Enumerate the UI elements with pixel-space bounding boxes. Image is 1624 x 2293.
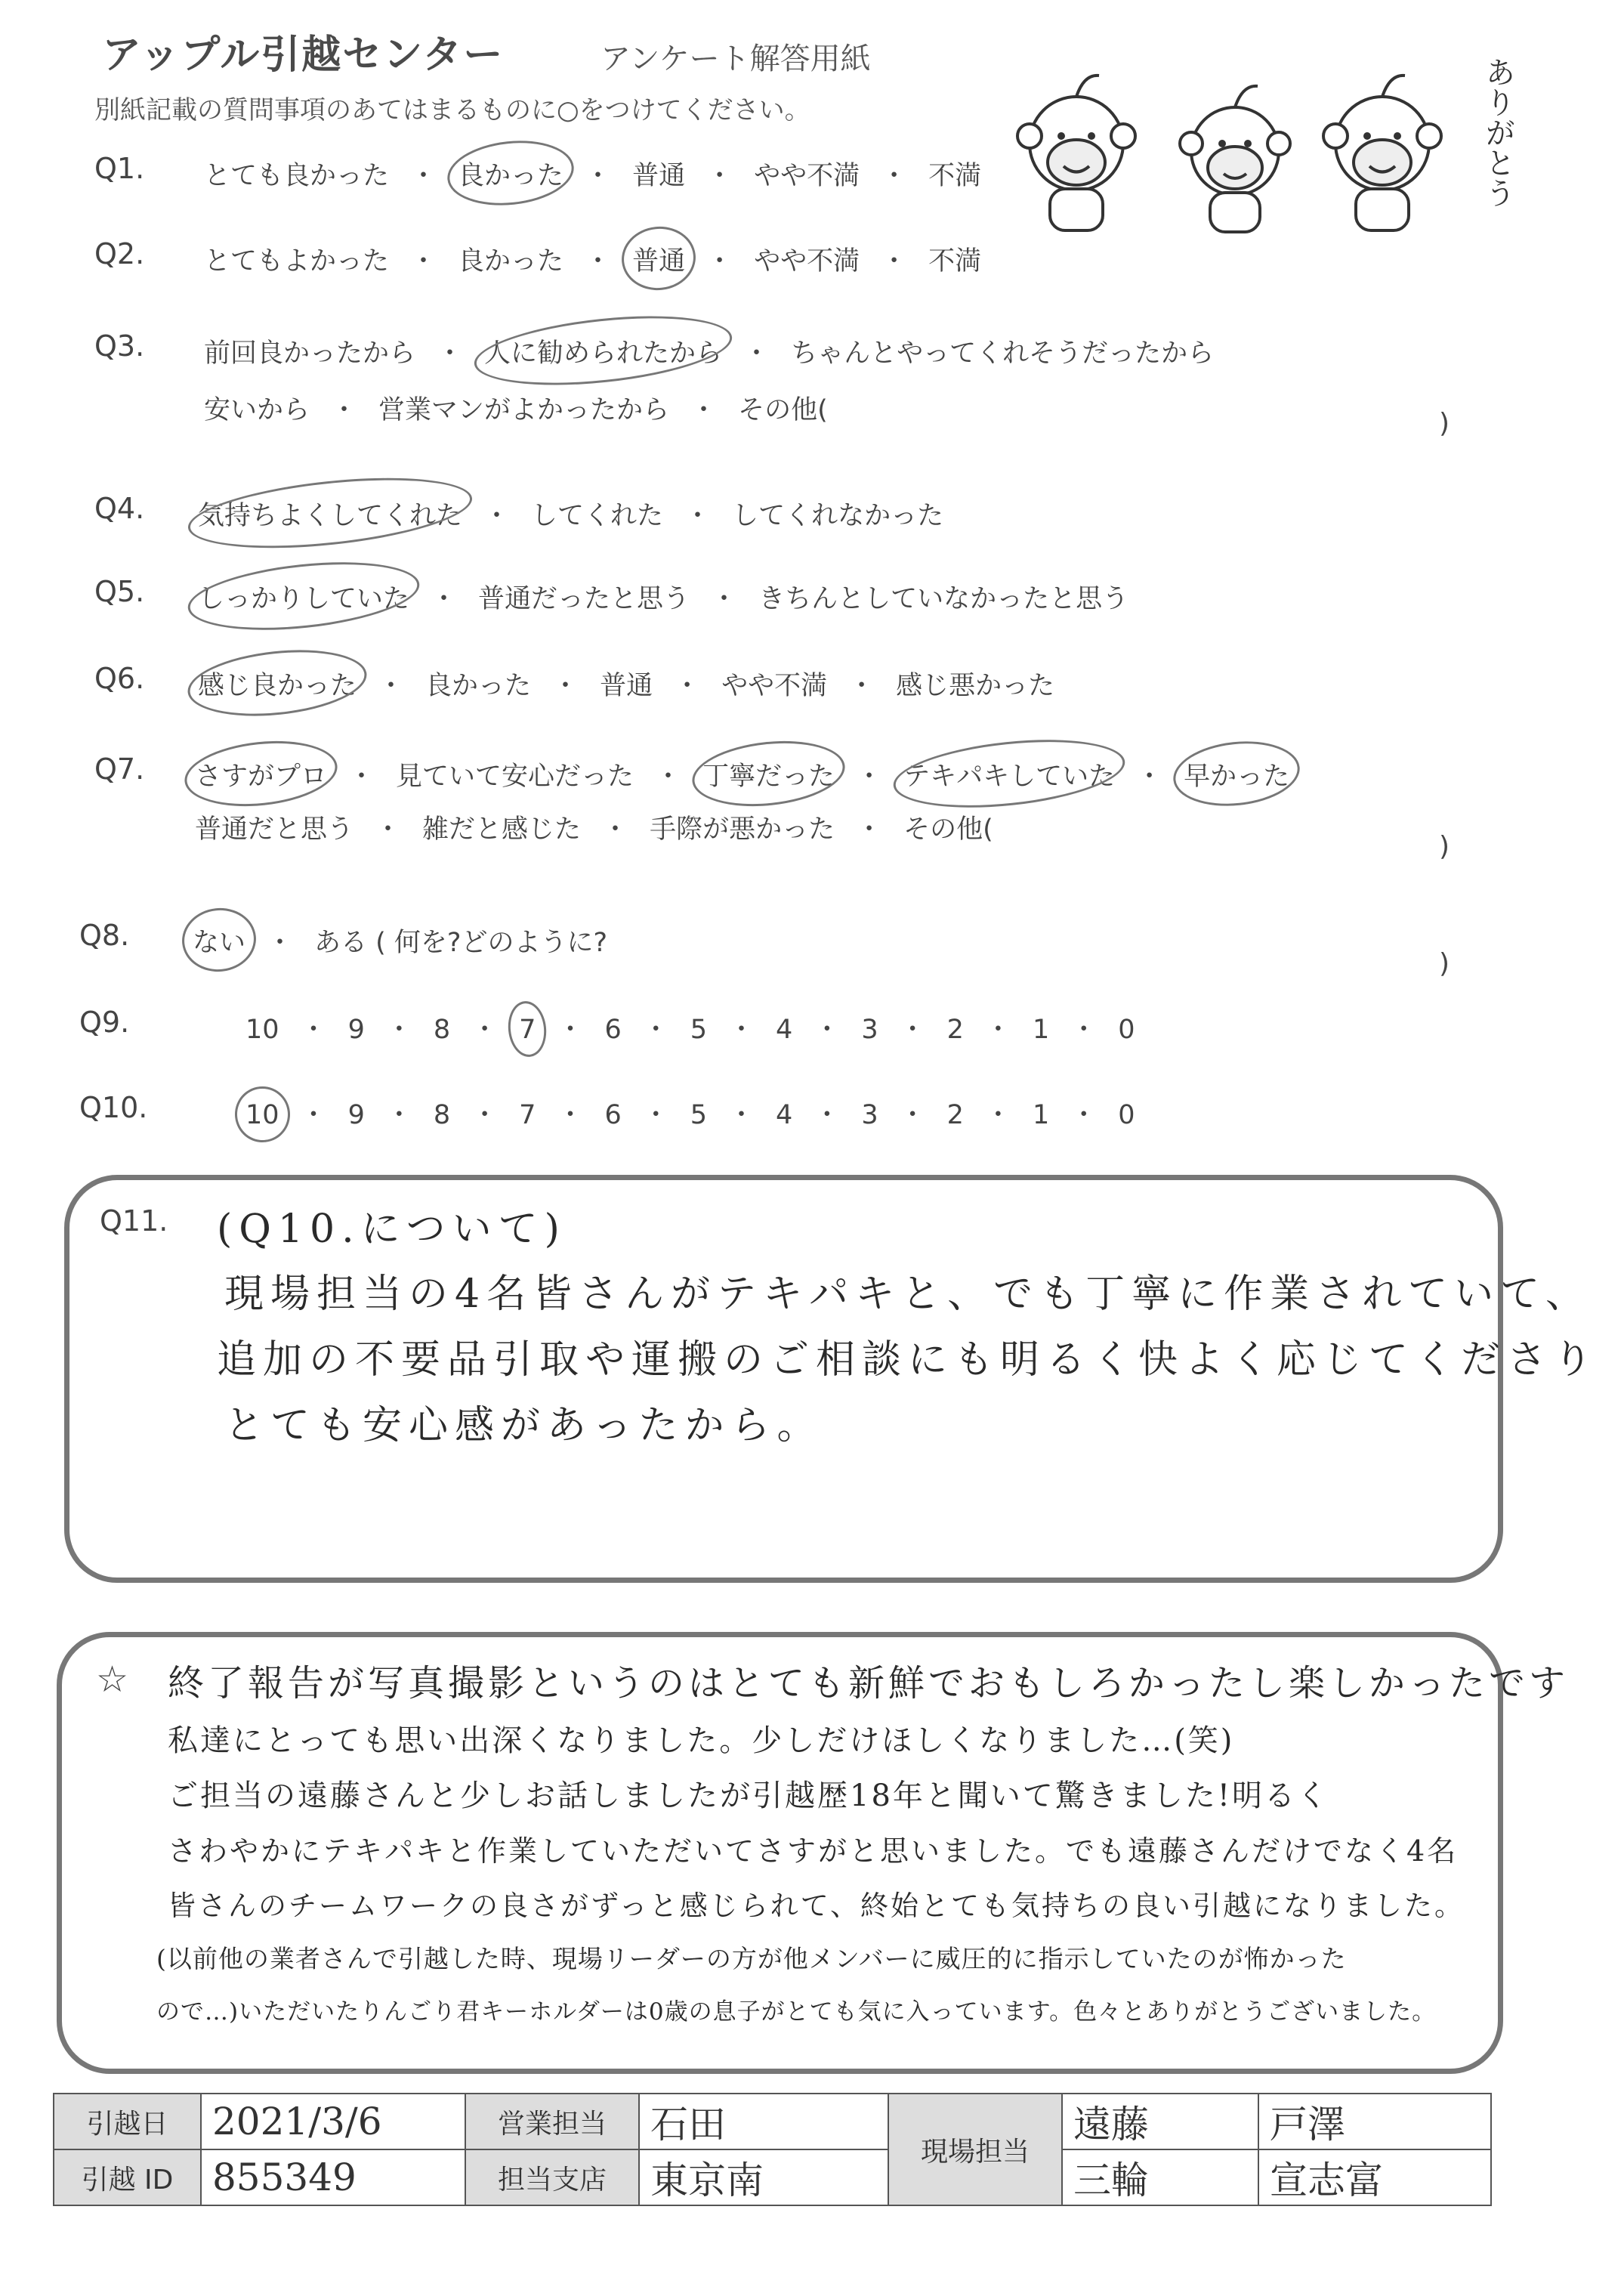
option[interactable]: 4 [776,1100,793,1130]
option-separator: ・ [674,671,701,701]
option[interactable]: 安いから [204,395,310,425]
option-separator: ・ [385,1015,412,1045]
option-separator: ・ [856,762,883,792]
branch-label: 担当支店 [465,2149,639,2205]
question-label-10: Q10. [79,1091,148,1124]
question-7-options [195,808,993,846]
sales-value: 石田 [639,2094,888,2149]
question-label-7: Q7. [94,752,145,786]
star-icon: ☆ [96,1658,129,1701]
move-date-value: 2021/3/6 [201,2094,465,2149]
option[interactable]: 3 [861,1015,878,1045]
question-label-8: Q8. [79,919,130,952]
comment-line-5: 皆さんのチームワークの良さがずっと感じられて、終始とても気持ちの良い引越になりました。 [168,1890,1465,1922]
question-label-9: Q9. [79,1006,130,1039]
option-separator: ・ [585,161,612,191]
question-label-5: Q5. [94,575,145,608]
question-8-options [193,922,607,960]
option[interactable]: 9 [347,1015,365,1045]
option-separator: ・ [984,1100,1011,1130]
option[interactable]: 1 [1032,1100,1050,1130]
option-separator: ・ [728,1100,755,1130]
option-separator: ・ [585,246,612,277]
move-date-label: 引越日 [54,2094,201,2149]
company-title: アップル引越センター [102,32,505,78]
option-separator: ・ [348,762,375,792]
selected-option[interactable]: 普通 [632,240,685,278]
option-separator: ・ [642,1015,669,1045]
q11-label: Q11. [100,1204,168,1238]
option-separator: ・ [602,814,629,845]
comment-line-3: ご担当の遠藤さんと少しお話しましたが引越歴18年と聞いて驚きました!明るく [168,1778,1329,1813]
option[interactable]: 2 [946,1015,964,1045]
option-separator: ・ [706,246,733,277]
option[interactable]: きちんとしていなかったと思う [758,584,1129,614]
selected-option[interactable]: ない [193,922,245,960]
selected-option[interactable]: テキパキしていた [903,756,1115,793]
option[interactable]: 営業マンがよかったから [378,395,670,425]
option[interactable]: やや不満 [721,671,828,701]
option[interactable]: 3 [861,1100,878,1130]
option[interactable]: 0 [1118,1015,1135,1045]
option[interactable]: 感じ悪かった [896,671,1055,701]
site-staff-4: 宣志富 [1258,2149,1491,2205]
option-separator: ・ [483,501,511,531]
closing-paren: ) [1439,408,1450,439]
option[interactable]: 手際が悪かった [650,814,835,845]
q11-answer-line-3: とても安心感があったから。 [224,1403,823,1448]
option-separator: ・ [711,584,738,614]
option-separator: ・ [856,814,883,845]
option[interactable]: その他( [738,395,828,425]
option[interactable]: 8 [433,1100,451,1130]
selected-option[interactable]: 人に勧められたから [484,332,722,370]
option[interactable]: 4 [776,1015,793,1045]
option-separator: ・ [690,395,718,425]
mascot-illustration [1005,30,1473,242]
option-separator: ・ [375,814,402,845]
option-separator: ・ [437,338,464,369]
comment-line-6: (以前他の業者さんで引越した時、現場リーダーの方が他メンバーに威圧的に指示していたのが怖かった [156,1944,1347,1973]
comment-line-7: ので…)いただいたりんごり君キーホルダーは0歳の息子がとても気に入っています。色々とありがとうございました。 [156,1998,1437,2026]
site-staff-3: 三輪 [1062,2149,1258,2205]
closing-paren: ) [1439,948,1450,979]
question-4-options [198,495,943,533]
option-separator: ・ [410,246,437,277]
option[interactable]: 不満 [928,246,982,277]
option[interactable]: ある ( 何を?どのように? [314,928,608,958]
option-separator: ・ [300,1015,327,1045]
selected-option[interactable]: 感じ良かった [198,665,357,703]
q11-box [64,1175,1600,1583]
option[interactable]: 良かった [425,671,532,701]
option[interactable]: とても良かった [204,161,390,191]
option-separator: ・ [410,161,437,191]
option-separator: ・ [552,671,579,701]
option[interactable]: 5 [690,1015,708,1045]
branch-value: 東京南 [639,2149,888,2205]
question-7-options [195,756,1289,793]
option[interactable]: やや不満 [754,161,860,191]
option[interactable]: やや不満 [754,246,860,277]
option-separator: ・ [743,338,770,369]
question-label-3: Q3. [94,329,145,363]
option[interactable]: ちゃんとやってくれそうだったから [791,338,1215,369]
option-separator: ・ [385,1100,412,1130]
selected-option[interactable]: しっかりしていた [198,578,409,616]
question-10-options [245,1094,1135,1132]
q11-note: (Q10.について) [217,1207,567,1252]
closing-paren: ) [1439,831,1450,862]
question-label-6: Q6. [94,662,145,695]
option[interactable]: 普通 [600,671,653,701]
selected-option[interactable]: さすがプロ [195,756,327,793]
option-separator: ・ [1136,762,1163,792]
move-id-label: 引越 ID [54,2149,201,2205]
option[interactable]: してくれなかった [732,501,944,531]
option-separator: ・ [557,1015,584,1045]
question-3-options [204,389,828,427]
form-subtitle: アンケート解答用紙 [601,42,871,76]
option[interactable]: 前回良かったから [204,338,416,369]
comment-line-1: 終了報告が写真撮影というのはとても新鮮でおもしろかったし楽しかったです [168,1662,1570,1704]
option[interactable]: 良かった [458,246,564,277]
option[interactable]: 1 [1032,1015,1050,1045]
thanks-text: ありがとう [1480,57,1515,208]
question-1-options [204,155,981,193]
comment-line-2: 私達にとっても思い出深くなりました。少しだけほしくなりました…(笑) [168,1723,1235,1758]
question-label-2: Q2. [94,237,145,270]
question-6-options [198,665,1054,703]
option[interactable]: 6 [604,1015,622,1045]
option[interactable]: 0 [1118,1100,1135,1130]
q11-answer-line-1: 現場担当の4名皆さんがテキパキと、でも丁寧に作業されていて、 [224,1272,1592,1317]
option-separator: ・ [557,1100,584,1130]
question-5-options [198,578,1128,616]
option[interactable]: その他( [903,814,993,845]
option-separator: ・ [267,928,294,958]
sales-label: 営業担当 [465,2094,639,2149]
option-separator: ・ [881,246,908,277]
option[interactable]: 雑だと感じた [422,814,582,845]
option-separator: ・ [706,161,733,191]
option[interactable]: とてもよかった [204,246,390,277]
q11-answer-line-2: 追加の不要品引取や運搬のご相談にも明るく快よく応じてくださり [217,1337,1600,1383]
option-separator: ・ [471,1015,499,1045]
option[interactable]: 普通 [632,161,686,191]
option[interactable]: 10 [245,1015,279,1045]
option-separator: ・ [814,1100,841,1130]
selected-option[interactable]: 10 [245,1100,279,1130]
option-separator: ・ [642,1100,669,1130]
option-separator: ・ [431,584,458,614]
selected-option[interactable]: 良かった [458,155,563,193]
question-9-options [245,1009,1135,1046]
site-staff-label: 現場担当 [888,2094,1062,2205]
option-separator: ・ [378,671,405,701]
option-separator: ・ [655,762,682,792]
option-separator: ・ [814,1015,841,1045]
question-label-1: Q1. [94,152,145,185]
selected-option[interactable]: 早かった [1184,756,1289,793]
option-separator: ・ [848,671,875,701]
option[interactable]: 不満 [928,161,982,191]
comment-line-4: さわやかにテキパキと作業していただいてさすがと思いました。でも遠藤さんだけでなく4名 [168,1834,1459,1868]
option-separator: ・ [684,501,712,531]
option[interactable]: 6 [604,1100,622,1130]
selected-option[interactable]: 丁寧だった [702,756,835,793]
option[interactable]: 見ていて安心だった [396,762,634,792]
option-separator: ・ [1070,1100,1098,1130]
move-info-table [53,2093,1492,2206]
instruction-text: 別紙記載の質問事項のあてはまるものに○をつけてください。 [94,95,810,125]
option[interactable]: してくれた [531,501,664,531]
option-separator: ・ [1070,1015,1098,1045]
comment-box [57,1632,1570,2074]
option-separator: ・ [984,1015,1011,1045]
selected-option[interactable]: 気持ちよくしてくれた [198,495,462,533]
option-separator: ・ [471,1100,499,1130]
option[interactable]: 2 [946,1100,964,1130]
option[interactable]: 5 [690,1100,708,1130]
question-2-options [204,240,981,278]
option-separator: ・ [331,395,358,425]
option[interactable]: 9 [347,1100,365,1130]
option[interactable]: 普通だったと思う [478,584,690,614]
option[interactable]: 普通だと思う [195,814,354,845]
question-3-options [204,332,1214,370]
option[interactable]: 7 [519,1100,536,1130]
option[interactable]: 8 [433,1015,451,1045]
site-staff-1: 遠藤 [1062,2094,1258,2149]
question-label-4: Q4. [94,492,145,525]
option-separator: ・ [728,1015,755,1045]
site-staff-2: 戸澤 [1258,2094,1491,2149]
option-separator: ・ [881,161,908,191]
move-id-value: 855349 [201,2149,465,2205]
monkey-mascots-icon [1005,30,1473,242]
selected-option[interactable]: 7 [519,1015,536,1045]
option-separator: ・ [300,1100,327,1130]
option-separator: ・ [899,1015,926,1045]
option-separator: ・ [899,1100,926,1130]
